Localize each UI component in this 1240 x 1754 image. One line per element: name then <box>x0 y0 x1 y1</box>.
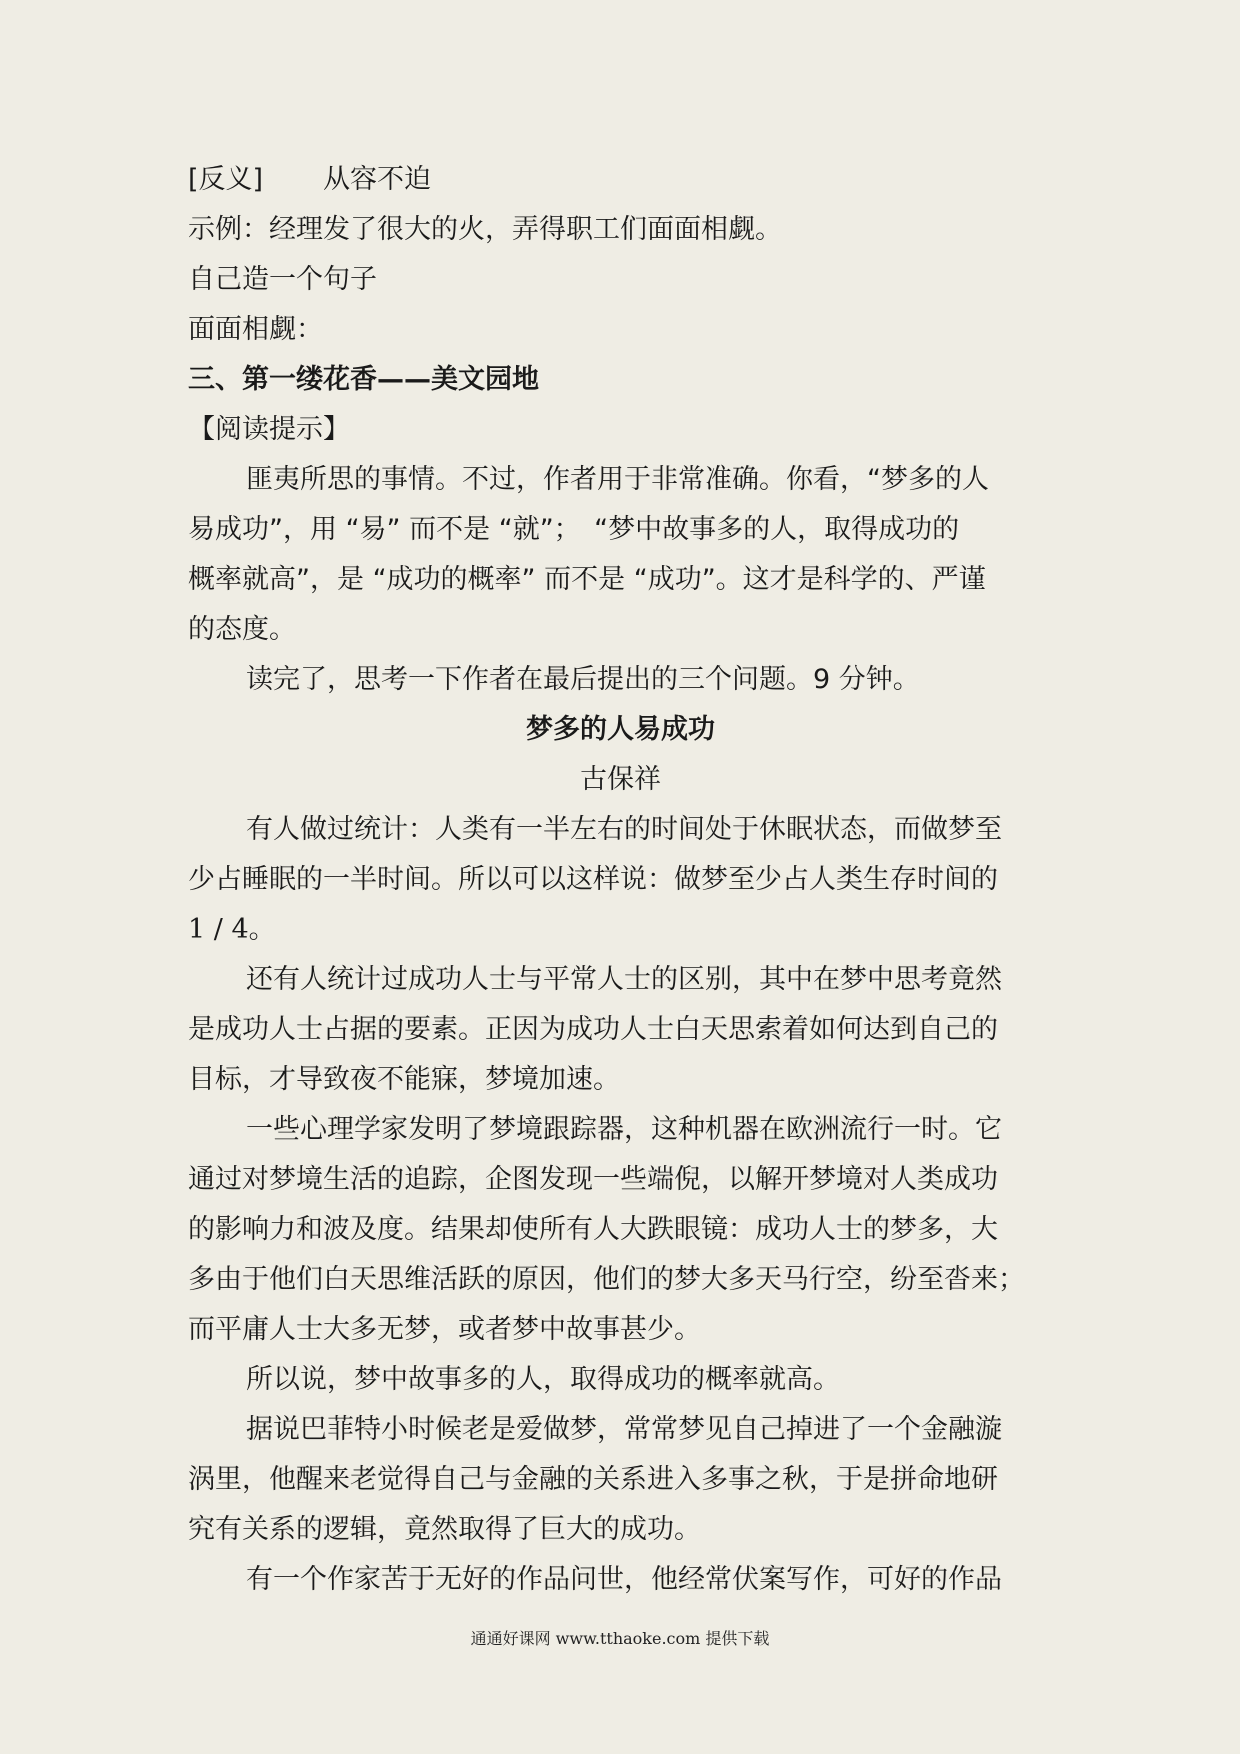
reading-tip-line: 匪夷所思的事情。不过，作者用于非常准确。你看，“梦多的人 <box>246 464 989 495</box>
page-content <box>188 155 1053 1605</box>
paragraph-line: 多由于他们白天思维活跃的原因，他们的梦大多天马行空，纷至沓来； <box>188 1264 1025 1295</box>
reading-tip-line: 的态度。 <box>188 614 296 645</box>
paragraph-line: 究有关系的逻辑，竟然取得了巨大的成功。 <box>188 1514 701 1545</box>
article-paragraph <box>188 1555 1053 1605</box>
paragraph-line: 是成功人士占据的要素。正因为成功人士白天思索着如何达到自己的 <box>188 1014 998 1045</box>
paragraph-line: 据说巴菲特小时候老是爱做梦，常常梦见自己掉进了一个金融漩 <box>246 1414 1002 1445</box>
antonym-value: 从容不迫 <box>323 164 431 195</box>
paragraph-line: 还有人统计过成功人士与平常人士的区别，其中在梦中思考竟然 <box>246 964 1002 995</box>
page-footer: 通通好课网 www.tthaoke.com 提供下载 <box>470 1629 770 1648</box>
section-heading: 三、第一缕花香——美文园地 <box>188 364 539 395</box>
paragraph-line: 少占睡眠的一半时间。所以可以这样说：做梦至少占人类生存时间的 <box>188 864 998 895</box>
article-paragraph <box>188 805 1053 955</box>
article-paragraph <box>188 1405 1053 1555</box>
paragraph-line: 涡里，他醒来老觉得自己与金融的关系进入多事之秋，于是拼命地研 <box>188 1464 998 1495</box>
make-sentence-prompt: 自己造一个句子 <box>188 264 377 295</box>
article-paragraph <box>188 1355 1053 1405</box>
paragraph-line: 目标，才导致夜不能寐，梦境加速。 <box>188 1064 620 1095</box>
paragraph-line: 有人做过统计：人类有一半左右的时间处于休眠状态，而做梦至 <box>246 814 1002 845</box>
reading-instruction: 读完了，思考一下作者在最后提出的三个问题。9 分钟。 <box>246 664 920 695</box>
reading-tip-line: 概率就高”，是 “成功的概率” 而不是 “成功”。这才是科学的、严谨 <box>188 564 986 595</box>
article-paragraph <box>188 955 1053 1105</box>
article-author: 古保祥 <box>580 764 661 795</box>
antonym-line <box>188 155 1053 205</box>
paragraph-line: 而平庸人士大多无梦，或者梦中故事甚少。 <box>188 1314 701 1345</box>
antonym-label: [反义] <box>188 164 264 195</box>
reading-tip-label: 【阅读提示】 <box>188 414 350 445</box>
example-sentence: 示例：经理发了很大的火，弄得职工们面面相觑。 <box>188 214 782 245</box>
paragraph-line: 所以说，梦中故事多的人，取得成功的概率就高。 <box>246 1364 840 1395</box>
paragraph-line: 一些心理学家发明了梦境跟踪器，这种机器在欧洲流行一时。它 <box>246 1114 1002 1145</box>
reading-tip-line: 易成功”，用 “易” 而不是 “就”； “梦中故事多的人，取得成功的 <box>188 514 960 545</box>
sentence-prompt: 面面相觑： <box>188 314 323 345</box>
paragraph-line: 1 / 4。 <box>188 914 276 945</box>
paragraph-line: 通过对梦境生活的追踪，企图发现一些端倪，以解开梦境对人类成功 <box>188 1164 998 1195</box>
paragraph-line: 的影响力和波及度。结果却使所有人大跌眼镜：成功人士的梦多，大 <box>188 1214 998 1245</box>
article-title: 梦多的人易成功 <box>526 714 715 745</box>
paragraph-line: 有一个作家苦于无好的作品问世，他经常伏案写作，可好的作品 <box>246 1564 1002 1595</box>
article-paragraph <box>188 1105 1053 1355</box>
